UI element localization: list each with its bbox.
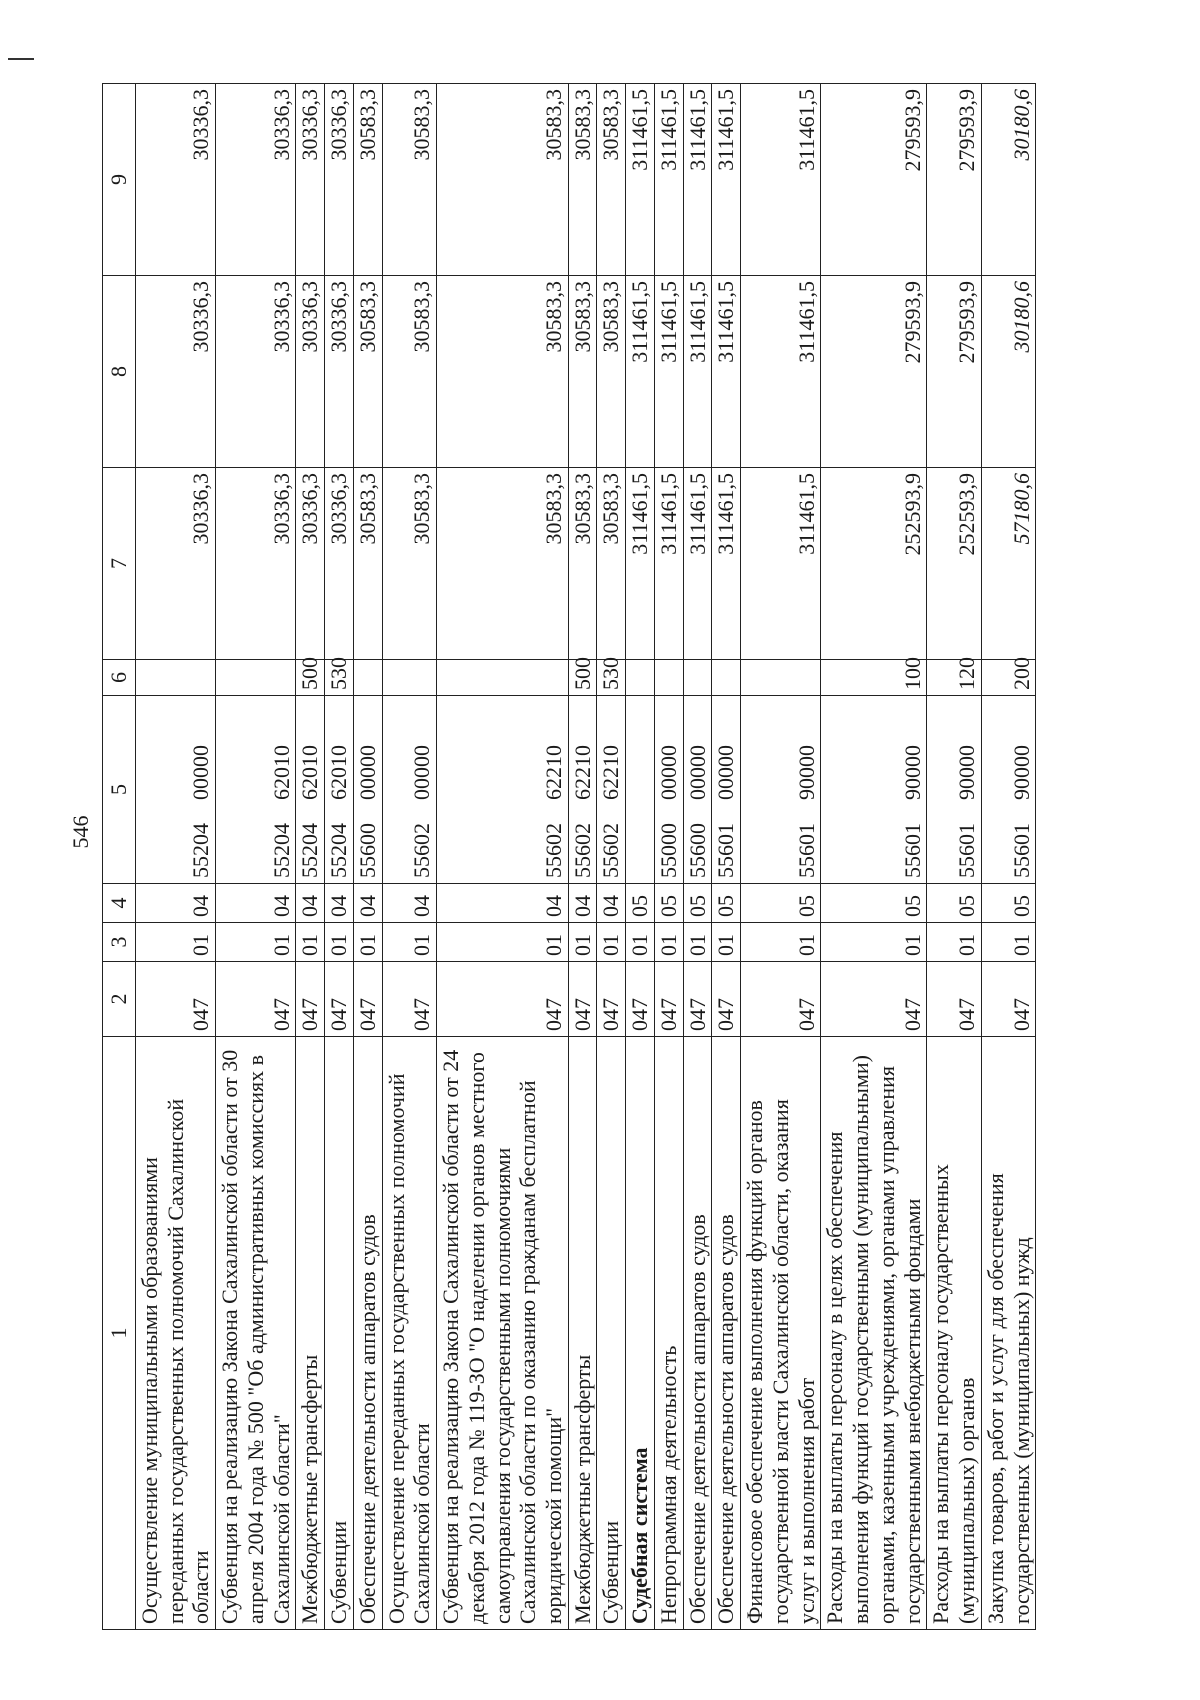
column-number: 6 bbox=[103, 660, 136, 696]
section-code: 01 bbox=[568, 923, 597, 962]
subsection-code: 05 bbox=[712, 884, 741, 923]
target-article-part: 00000 bbox=[409, 745, 435, 800]
ministry-code: 047 bbox=[626, 962, 655, 1037]
amount-col7: 30336,3 bbox=[296, 468, 325, 660]
row-name: Межбюджетные трансферты bbox=[296, 1037, 325, 1630]
section-code: 01 bbox=[654, 923, 683, 962]
target-article-part: 00000 bbox=[713, 745, 739, 800]
scan-mark bbox=[8, 58, 34, 60]
section-code: 01 bbox=[821, 923, 927, 962]
section-code: 01 bbox=[626, 923, 655, 962]
target-article-code bbox=[712, 696, 741, 884]
ministry-code: 047 bbox=[437, 962, 569, 1037]
target-article-part: 55204 bbox=[188, 823, 214, 878]
amount-col8: 279593,9 bbox=[821, 276, 927, 468]
target-article-part: 55601 bbox=[954, 823, 980, 878]
ministry-code: 047 bbox=[325, 962, 354, 1037]
target-article-part: 62010 bbox=[326, 745, 352, 800]
amount-col7: 30583,3 bbox=[568, 468, 597, 660]
target-article-part: 55602 bbox=[541, 823, 567, 878]
row-name: Судебная система bbox=[626, 1037, 655, 1630]
table-row bbox=[741, 84, 821, 1630]
ministry-code: 047 bbox=[927, 962, 981, 1037]
amount-col8: 30583,3 bbox=[568, 276, 597, 468]
target-article-part: 55204 bbox=[268, 823, 294, 878]
budget-table bbox=[102, 83, 1036, 1630]
ministry-code: 047 bbox=[654, 962, 683, 1037]
table-row bbox=[981, 84, 1035, 1630]
table-row bbox=[821, 84, 927, 1630]
ministry-code: 047 bbox=[216, 962, 296, 1037]
row-name: Субвенции bbox=[325, 1037, 354, 1630]
expense-type-code bbox=[712, 660, 741, 696]
target-article-part: 55601 bbox=[793, 823, 819, 878]
expense-type-code bbox=[216, 660, 296, 696]
target-article-part: 55600 bbox=[684, 823, 710, 878]
column-number: 5 bbox=[103, 696, 136, 884]
target-article-part: 55204 bbox=[297, 823, 323, 878]
expense-type-code: 120 bbox=[927, 660, 981, 696]
amount-col9: 279593,9 bbox=[927, 84, 981, 276]
table-row bbox=[382, 84, 436, 1630]
section-code: 01 bbox=[325, 923, 354, 962]
ministry-code: 047 bbox=[981, 962, 1035, 1037]
target-article-code bbox=[683, 696, 712, 884]
table-row bbox=[325, 84, 354, 1630]
amount-col7: 30336,3 bbox=[216, 468, 296, 660]
subsection-code: 04 bbox=[325, 884, 354, 923]
row-name: Обеспечение деятельности аппаратов судов bbox=[353, 1037, 382, 1630]
table-row bbox=[654, 84, 683, 1630]
expense-type-code: 530 bbox=[325, 660, 354, 696]
expense-type-code bbox=[626, 660, 655, 696]
table-row bbox=[568, 84, 597, 1630]
amount-col7: 30583,3 bbox=[437, 468, 569, 660]
amount-col7: 311461,5 bbox=[626, 468, 655, 660]
section-code: 01 bbox=[712, 923, 741, 962]
target-article-code bbox=[136, 696, 216, 884]
target-article-code bbox=[216, 696, 296, 884]
amount-col7: 311461,5 bbox=[741, 468, 821, 660]
target-article-code bbox=[654, 696, 683, 884]
target-article-part: 55601 bbox=[899, 823, 925, 878]
ministry-code: 047 bbox=[382, 962, 436, 1037]
amount-col7: 311461,5 bbox=[654, 468, 683, 660]
target-article-part: 55601 bbox=[713, 823, 739, 878]
amount-col9: 30336,3 bbox=[296, 84, 325, 276]
column-number: 8 bbox=[103, 276, 136, 468]
expense-type-code bbox=[741, 660, 821, 696]
amount-col8: 30583,3 bbox=[597, 276, 626, 468]
table-row bbox=[712, 84, 741, 1630]
amount-col9: 311461,5 bbox=[741, 84, 821, 276]
subsection-code: 04 bbox=[216, 884, 296, 923]
target-article-part: 55602 bbox=[569, 823, 595, 878]
amount-col7: 30336,3 bbox=[136, 468, 216, 660]
target-article-part: 00000 bbox=[655, 745, 681, 800]
amount-col9: 30336,3 bbox=[325, 84, 354, 276]
table-row bbox=[216, 84, 296, 1630]
amount-col9: 30583,3 bbox=[382, 84, 436, 276]
amount-col9: 30336,3 bbox=[136, 84, 216, 276]
table-row bbox=[437, 84, 569, 1630]
section-code: 01 bbox=[382, 923, 436, 962]
ministry-code: 047 bbox=[296, 962, 325, 1037]
subsection-code: 04 bbox=[382, 884, 436, 923]
expense-type-code bbox=[353, 660, 382, 696]
target-article-part: 62010 bbox=[268, 745, 294, 800]
table-row bbox=[683, 84, 712, 1630]
amount-col9: 311461,5 bbox=[683, 84, 712, 276]
subsection-code: 04 bbox=[136, 884, 216, 923]
amount-col8: 30583,3 bbox=[437, 276, 569, 468]
column-number-row bbox=[103, 84, 136, 1630]
amount-col8: 30583,3 bbox=[353, 276, 382, 468]
target-article-code bbox=[741, 696, 821, 884]
table-row bbox=[597, 84, 626, 1630]
ministry-code: 047 bbox=[568, 962, 597, 1037]
target-article-part: 55600 bbox=[354, 823, 380, 878]
expense-type-code bbox=[437, 660, 569, 696]
amount-col8: 30336,3 bbox=[216, 276, 296, 468]
amount-col7: 311461,5 bbox=[712, 468, 741, 660]
amount-col9: 30583,3 bbox=[568, 84, 597, 276]
row-name: Расходы на выплаты персоналу в целях обеспечения выполнения функций государственными (муниципальными) органами, казенными учреждениями, органами управления государственными внебюджетными фондами bbox=[821, 1037, 927, 1630]
subsection-code: 05 bbox=[683, 884, 712, 923]
table-row bbox=[626, 84, 655, 1630]
amount-col9: 311461,5 bbox=[654, 84, 683, 276]
amount-col9: 279593,9 bbox=[821, 84, 927, 276]
ministry-code: 047 bbox=[741, 962, 821, 1037]
target-article-code bbox=[382, 696, 436, 884]
amount-col9: 311461,5 bbox=[626, 84, 655, 276]
subsection-code: 05 bbox=[981, 884, 1035, 923]
subsection-code: 04 bbox=[597, 884, 626, 923]
section-code: 01 bbox=[353, 923, 382, 962]
amount-col7: 30336,3 bbox=[325, 468, 354, 660]
column-number: 7 bbox=[103, 468, 136, 660]
target-article-code bbox=[597, 696, 626, 884]
column-number: 9 bbox=[103, 84, 136, 276]
ministry-code: 047 bbox=[712, 962, 741, 1037]
section-code: 01 bbox=[296, 923, 325, 962]
section-code: 01 bbox=[981, 923, 1035, 962]
amount-col8: 311461,5 bbox=[712, 276, 741, 468]
target-article-code bbox=[626, 696, 655, 884]
expense-type-code: 100 bbox=[821, 660, 927, 696]
target-article-part: 55204 bbox=[326, 823, 352, 878]
row-name: Субвенция на реализацию Закона Сахалинской области от 30 апреля 2004 года № 500 "Об административных комиссиях в Сахалинской области" bbox=[216, 1037, 296, 1630]
amount-col9: 30583,3 bbox=[597, 84, 626, 276]
target-article-part: 90000 bbox=[899, 745, 925, 800]
target-article-code bbox=[437, 696, 569, 884]
amount-col8: 311461,5 bbox=[654, 276, 683, 468]
row-name: Осуществление переданных государственных полномочий Сахалинской области bbox=[382, 1037, 436, 1630]
section-code: 01 bbox=[597, 923, 626, 962]
target-article-part: 55601 bbox=[1008, 823, 1034, 878]
ministry-code: 047 bbox=[353, 962, 382, 1037]
subsection-code: 04 bbox=[437, 884, 569, 923]
column-number: 1 bbox=[103, 1037, 136, 1630]
ministry-code: 047 bbox=[821, 962, 927, 1037]
subsection-code: 05 bbox=[654, 884, 683, 923]
target-article-part: 62010 bbox=[297, 745, 323, 800]
target-article-code bbox=[821, 696, 927, 884]
target-article-part: 62210 bbox=[541, 745, 567, 800]
subsection-code: 04 bbox=[296, 884, 325, 923]
target-article-code bbox=[353, 696, 382, 884]
subsection-code: 04 bbox=[353, 884, 382, 923]
section-code: 01 bbox=[136, 923, 216, 962]
subsection-code: 05 bbox=[741, 884, 821, 923]
target-article-part: 55602 bbox=[409, 823, 435, 878]
target-article-code bbox=[325, 696, 354, 884]
subsection-code: 05 bbox=[821, 884, 927, 923]
expense-type-code bbox=[136, 660, 216, 696]
subsection-code: 05 bbox=[927, 884, 981, 923]
amount-col7: 30583,3 bbox=[353, 468, 382, 660]
ministry-code: 047 bbox=[683, 962, 712, 1037]
amount-col8: 30180,6 bbox=[981, 276, 1035, 468]
table-row bbox=[927, 84, 981, 1630]
target-article-part: 90000 bbox=[954, 745, 980, 800]
expense-type-code: 500 bbox=[568, 660, 597, 696]
amount-col8: 311461,5 bbox=[741, 276, 821, 468]
table-row bbox=[136, 84, 216, 1630]
amount-col9: 30336,3 bbox=[216, 84, 296, 276]
amount-col8: 30336,3 bbox=[325, 276, 354, 468]
expense-type-code bbox=[382, 660, 436, 696]
page-number: 546 bbox=[68, 815, 93, 849]
column-number: 3 bbox=[103, 923, 136, 962]
section-code: 01 bbox=[683, 923, 712, 962]
amount-col8: 30583,3 bbox=[382, 276, 436, 468]
target-article-code bbox=[981, 696, 1035, 884]
column-number: 2 bbox=[103, 962, 136, 1037]
amount-col8: 311461,5 bbox=[683, 276, 712, 468]
ministry-code: 047 bbox=[136, 962, 216, 1037]
amount-col8: 279593,9 bbox=[927, 276, 981, 468]
expense-type-code: 530 bbox=[597, 660, 626, 696]
subsection-code: 04 bbox=[568, 884, 597, 923]
target-article-part: 62210 bbox=[569, 745, 595, 800]
row-name: Обеспечение деятельности аппаратов судов bbox=[712, 1037, 741, 1630]
expense-type-code: 200 bbox=[981, 660, 1035, 696]
target-article-part: 00000 bbox=[188, 745, 214, 800]
target-article-part: 00000 bbox=[354, 745, 380, 800]
amount-col9: 30180,6 bbox=[981, 84, 1035, 276]
expense-type-code bbox=[654, 660, 683, 696]
target-article-part: 55000 bbox=[655, 823, 681, 878]
amount-col7: 252593,9 bbox=[927, 468, 981, 660]
target-article-part: 62210 bbox=[598, 745, 624, 800]
amount-col7: 252593,9 bbox=[821, 468, 927, 660]
target-article-part: 00000 bbox=[684, 745, 710, 800]
ministry-code: 047 bbox=[597, 962, 626, 1037]
row-name: Субвенция на реализацию Закона Сахалинской области от 24 декабря 2012 года № 119-ЗО "О наделении органов местного самоуправления государственными полномочиями Сахалинской области по оказанию гражданам бесплатной юридической помощи" bbox=[437, 1037, 569, 1630]
amount-col8: 30336,3 bbox=[296, 276, 325, 468]
row-name: Межбюджетные трансферты bbox=[568, 1037, 597, 1630]
table-row bbox=[296, 84, 325, 1630]
table-row bbox=[353, 84, 382, 1630]
expense-type-code: 500 bbox=[296, 660, 325, 696]
row-name: Непрограммная деятельность bbox=[654, 1037, 683, 1630]
amount-col7: 30583,3 bbox=[597, 468, 626, 660]
row-name: Субвенции bbox=[597, 1037, 626, 1630]
target-article-part: 55602 bbox=[598, 823, 624, 878]
target-article-part: 90000 bbox=[1008, 745, 1034, 800]
amount-col9: 30583,3 bbox=[437, 84, 569, 276]
target-article-part: 90000 bbox=[793, 745, 819, 800]
amount-col7: 30583,3 bbox=[382, 468, 436, 660]
target-article-code bbox=[296, 696, 325, 884]
row-name: Обеспечение деятельности аппаратов судов bbox=[683, 1037, 712, 1630]
amount-col7: 57180,6 bbox=[981, 468, 1035, 660]
amount-col8: 311461,5 bbox=[626, 276, 655, 468]
row-name: Расходы на выплаты персоналу государственных (муниципальных) органов bbox=[927, 1037, 981, 1630]
column-number: 4 bbox=[103, 884, 136, 923]
section-code: 01 bbox=[216, 923, 296, 962]
section-code: 01 bbox=[741, 923, 821, 962]
row-name: Закупка товаров, работ и услуг для обеспечения государственных (муниципальных) нужд bbox=[981, 1037, 1035, 1630]
amount-col8: 30336,3 bbox=[136, 276, 216, 468]
section-code: 01 bbox=[437, 923, 569, 962]
amount-col9: 311461,5 bbox=[712, 84, 741, 276]
expense-type-code bbox=[683, 660, 712, 696]
row-name: Осуществление муниципальными образованиями переданных государственных полномочий Сахалинской области bbox=[136, 1037, 216, 1630]
amount-col9: 30583,3 bbox=[353, 84, 382, 276]
target-article-code bbox=[927, 696, 981, 884]
row-name: Финансовое обеспечение выполнения функций органов государственной власти Сахалинской области, оказания услуг и выполнения работ bbox=[741, 1037, 821, 1630]
amount-col7: 311461,5 bbox=[683, 468, 712, 660]
subsection-code: 05 bbox=[626, 884, 655, 923]
target-article-code bbox=[568, 696, 597, 884]
section-code: 01 bbox=[927, 923, 981, 962]
